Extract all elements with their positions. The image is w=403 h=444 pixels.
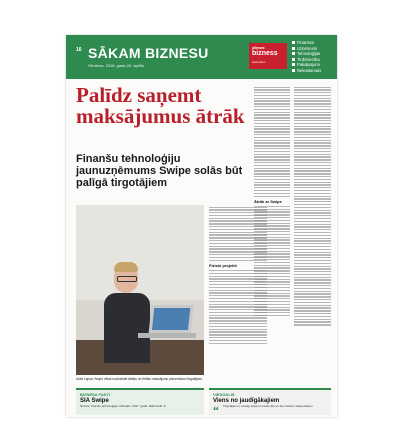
page-number: 16: [76, 47, 82, 53]
article-headline: Palīdz saņemt maksājumus ātrāk: [76, 83, 245, 128]
quote-icon: “: [213, 403, 219, 417]
nav-item: Pakalpojumi: [292, 62, 334, 68]
person-hair: [114, 262, 138, 272]
box-header: VIEDOKLIS: [213, 392, 235, 397]
section-header-bar: [66, 35, 337, 79]
business-facts-box: [76, 388, 204, 415]
bullet-icon: [292, 63, 295, 66]
bullet-icon: [292, 58, 295, 61]
newspaper-page: [66, 35, 337, 417]
nav-item: Finanses: [292, 40, 334, 46]
article-photo: [76, 205, 204, 375]
publication-logo: [249, 43, 287, 69]
laptop-base: [138, 333, 196, 338]
person-torso: [104, 293, 150, 363]
bullet-icon: [292, 69, 295, 72]
photo-caption: Uldis Lapsa: Swipe vēlas nodrošināt ātrāku un ērtāku maksājumu pieņemšanu tirgotājiem.: [76, 377, 204, 381]
bullet-icon: [292, 41, 295, 44]
nav-item: Nekustamais: [292, 68, 334, 74]
section-nav: [292, 40, 334, 73]
box-title: SIA Swipe: [80, 398, 109, 404]
box-title: Viens no jaudīgākajiem: [213, 398, 280, 404]
box-header: BIZNESA FAKTI: [80, 392, 111, 397]
opinion-box: [209, 388, 331, 415]
article-standfirst: Finanšu tehnoloģiju jaunuzņēmums Swipe solās būt palīgā tirgotājiem: [76, 153, 243, 189]
box-body: Nozare: finanšu tehnoloģijas. Dibināts: 2017. gadā. Darbinieki: 5.: [80, 404, 167, 408]
section-title: SĀKAM BIZNESU: [88, 45, 209, 61]
nav-item: Tirdzniecība: [292, 57, 334, 63]
laptop-screen: [152, 308, 190, 330]
logo-name: bizness: [252, 50, 278, 57]
column-subheading: Ātrāk ar Swipe: [254, 198, 282, 204]
box-body: Tirgotājiem ir svarīgi saņemt naudu ātri un bez liekiem starpniekiem.: [223, 404, 314, 408]
bullet-icon: [292, 52, 295, 55]
article-column-2: [254, 85, 290, 385]
nav-item: Uzņēmumi: [292, 46, 334, 52]
bullet-icon: [292, 47, 295, 50]
logo-top-text: dienas: [252, 45, 265, 50]
logo-tag: www.db.lv: [252, 60, 266, 64]
article-column-3: [294, 85, 331, 385]
dateline: Otrdiena, 2018. gada 24. aprīlis: [88, 63, 145, 68]
glasses-icon: [117, 276, 137, 282]
laptop-icon: [148, 305, 193, 335]
nav-item: Tehnoloģijas: [292, 51, 334, 57]
column-subheading: Fiziski projekti: [209, 262, 237, 268]
